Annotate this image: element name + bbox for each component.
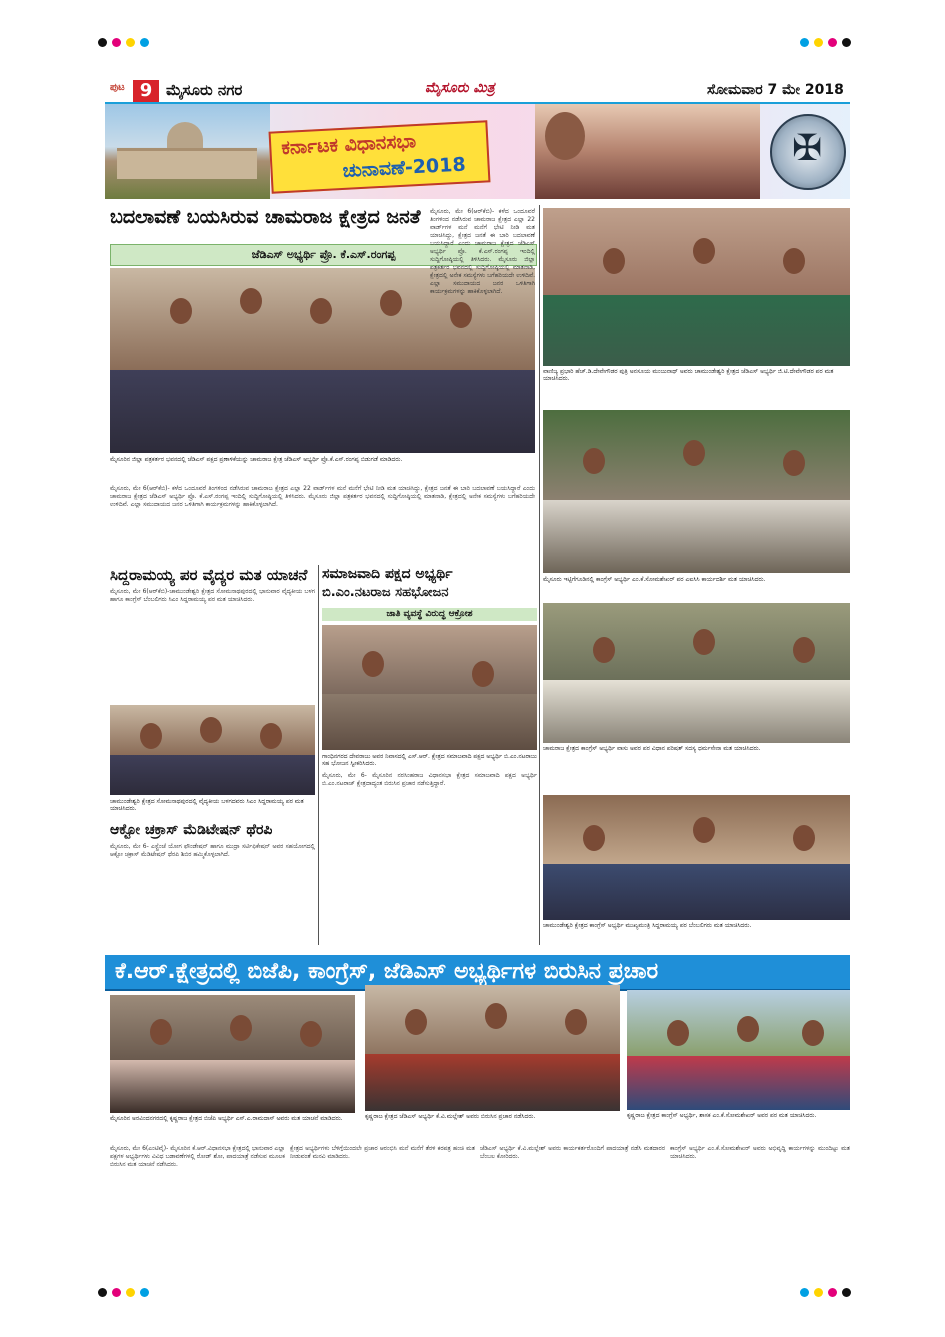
story4-headline: ಆಕ್ಟೋ ಚಕ್ರಾಸ್ ಮೆಡಿಟೇಷನ್ ಥೆರಪಿ	[110, 822, 273, 838]
story3-subhead: ಜಾತಿ ವ್ಯವಸ್ಥೆ ವಿರುದ್ಧ ಆಕ್ರೋಶ	[322, 608, 537, 621]
voters-queue-image	[535, 104, 760, 199]
column-divider	[318, 565, 319, 945]
right-photo-1	[543, 208, 850, 366]
column-divider	[539, 205, 540, 945]
story2-photo	[110, 705, 315, 795]
vidhana-soudha-image	[105, 104, 270, 199]
right-photo-4	[543, 795, 850, 920]
issue-date: ಸೋಮವಾರ 7 ಮೇ 2018	[707, 82, 844, 98]
bottom-caption-3: ಕೃಷ್ಣರಾಜ ಕ್ಷೇತ್ರದ ಕಾಂಗ್ರೆಸ್ ಅಭ್ಯರ್ಥಿ, ಶಾಸಕ ಎಂ.ಕೆ.ಸೋಮಶೇಖರ್ ಅವರ ಪರ ಮತ ಯಾಚಿಸಿದರು.	[627, 1112, 817, 1119]
banner-title-line2: ಚುನಾವಣೆ-2018	[342, 153, 467, 182]
story1-headline: ಬದಲಾವಣೆ ಬಯಸಿರುವ ಚಾಮರಾಜ ಕ್ಷೇತ್ರದ ಜನತೆ	[110, 206, 421, 228]
ballot-stamp-icon: ✠	[770, 114, 846, 190]
right-photo-3	[543, 603, 850, 743]
bottom-photo-3	[627, 990, 850, 1110]
bottom-story-headline: ಕೆ.ಆರ್.ಕ್ಷೇತ್ರದಲ್ಲಿ ಬಿಜೆಪಿ, ಕಾಂಗ್ರೆಸ್, ಜೆಡಿಎಸ್ ಅಭ್ಯರ್ಥಿಗಳ ಬಿರುಸಿನ ಪ್ರಚಾರ	[115, 959, 659, 984]
right-photo-2	[543, 410, 850, 573]
story2-headline: ಸಿದ್ದರಾಮಯ್ಯ ಪರ ವೈದ್ಯರ ಮತ ಯಾಚನೆ	[110, 566, 308, 584]
election-banner	[105, 104, 850, 199]
story1-body: ಮೈಸೂರು, ಮೇ 6(ಆರ್‌ಕೆಬಿ)- ಕಳೆದ ಒಂದೂವರೆ ತಿಂಗಳಿಂದ ನಡೆಸಿರುವ ಚಾಮರಾಜ ಕ್ಷೇತ್ರದ ಎಲ್ಲಾ 22 ವಾರ್ಡ್‌ಗಳ ಮನೆ ಮನೆಗೆ ಭೇಟಿ ನೀಡಿ ಮತ ಯಾಚಿಸಿದ್ದು, ಕ್ಷೇತ್ರದ ಜನತೆ ಈ ಬಾರಿ ಬದಲಾವಣೆ ಬಯಸಿದ್ದಾರೆ ಎಂದು ಚಾಮರಾಜ ಕ್ಷೇತ್ರದ ಜೆಡಿಎಸ್ ಅಭ್ಯರ್ಥಿ ಪ್ರೊ. ಕೆ.ಎಸ್.ರಂಗಪ್ಪ ಇಂದಿಲ್ಲಿ ಸುದ್ದಿಗೋಷ್ಠಿಯಲ್ಲಿ ತಿಳಿಸಿದರು. ಮೈಸೂರು ಜಿಲ್ಲಾ ಪತ್ರಕರ್ತರ ಭವನದಲ್ಲಿ ಸುದ್ದಿಗೋಷ್ಠಿಯಲ್ಲಿ ಮಾತನಾಡಿ, ಕ್ಷೇತ್ರದಲ್ಲಿ ಅನೇಕ ಸಮಸ್ಯೆಗಳು ಬಗೆಹರಿಯದೇ ಉಳಿದಿವೆ. ಎಲ್ಲಾ ಸಮುದಾಯದ ಜನರ ಒಳಿತಿಗಾಗಿ ಕಾರ್ಯಕ್ರಮಗಳನ್ನು ಹಾಕಿಕೊಳ್ಳಲಾಗಿದೆ.	[110, 485, 535, 508]
story3-headline-line1: ಸಮಾಜವಾದಿ ಪಕ್ಷದ ಅಭ್ಯರ್ಥಿ	[322, 566, 453, 582]
story3-photo	[322, 625, 537, 750]
right-caption-4: ಚಾಮುಂಡೇಶ್ವರಿ ಕ್ಷೇತ್ರದ ಕಾಂಗ್ರೆಸ್ ಅಭ್ಯರ್ಥಿ ಮುಖ್ಯಮಂತ್ರಿ ಸಿದ್ದರಾಮಯ್ಯ ಪರ ಬೆಂಬಲಿಗರು ಮತ ಯಾಚಿಸಿದರು.	[543, 922, 752, 929]
bottom-body-col3: ಜೆಡಿಎಸ್ ಅಭ್ಯರ್ಥಿ ಕೆ.ವಿ.ಮಲ್ಲೇಶ್ ಅವರು ಕಾರ್ಯಕರ್ತರೊಂದಿಗೆ ಪಾದಯಾತ್ರೆ ನಡೆಸಿ ಮತದಾರರ ಬೆಂಬಲ ಕೋರಿದರು.	[480, 1145, 665, 1160]
story1-continued: ಮೈಸೂರು, ಮೇ 6(ಆರ್‌ಕೆಬಿ)- ಕಳೆದ ಒಂದೂವರೆ ತಿಂಗಳಿಂದ ನಡೆಸಿರುವ ಚಾಮರಾಜ ಕ್ಷೇತ್ರದ ಎಲ್ಲಾ 22 ವಾರ್ಡ್‌ಗಳ ಮನೆ ಮನೆಗೆ ಭೇಟಿ ನೀಡಿ ಮತ ಯಾಚಿಸಿದ್ದು, ಕ್ಷೇತ್ರದ ಜನತೆ ಈ ಬಾರಿ ಬದಲಾವಣೆ ಬಯಸಿದ್ದಾರೆ ಎಂದು ಚಾಮರಾಜ ಕ್ಷೇತ್ರದ ಜೆಡಿಎಸ್ ಅಭ್ಯರ್ಥಿ ಪ್ರೊ. ಕೆ.ಎಸ್.ರಂಗಪ್ಪ ಇಂದಿಲ್ಲಿ ಸುದ್ದಿಗೋಷ್ಠಿಯಲ್ಲಿ ತಿಳಿಸಿದರು. ಮೈಸೂರು ಜಿಲ್ಲಾ ಪತ್ರಕರ್ತರ ಭವನದಲ್ಲಿ ಸುದ್ದಿಗೋಷ್ಠಿಯಲ್ಲಿ ಮಾತನಾಡಿ, ಕ್ಷೇತ್ರದಲ್ಲಿ ಅನೇಕ ಸಮಸ್ಯೆಗಳು ಬಗೆಹರಿಯದೇ ಉಳಿದಿವೆ. ಎಲ್ಲಾ ಸಮುದಾಯದ ಜನರ ಒಳಿತಿಗಾಗಿ ಕಾರ್ಯಕ್ರಮಗಳನ್ನು ಹಾಕಿಕೊಳ್ಳಲಾಗಿದೆ.	[430, 208, 535, 295]
story2-body: ಮೈಸೂರು, ಮೇ 6(ಆರ್‌ಕೆಬಿ)-ಚಾಮುಂಡೇಶ್ವರಿ ಕ್ಷೇತ್ರದ ಸೋಮನಾಥಪುರದಲ್ಲಿ ಭಾನುವಾರ ವೈದ್ಯಕೀಯ ಬಳಗ ಹಾಗೂ ಕಾಂಗ್ರೆಸ್ ಬೆಂಬಲಿಗರು ಸಿಎಂ ಸಿದ್ದರಾಮಯ್ಯ ಪರ ಮತ ಯಾಚಿಸಿದರು.	[110, 588, 315, 603]
story3-headline-line2: ಬಿ.ಎಂ.ನಟರಾಜ ಸಹಭೋಜನ	[322, 585, 449, 600]
story2-caption: ಚಾಮುಂಡೇಶ್ವರಿ ಕ್ಷೇತ್ರದ ಸೋಮನಾಥಪುರದಲ್ಲಿ ವೈದ್ಯಕೀಯ ಬಳಗದವರು ಸಿಎಂ ಸಿದ್ದರಾಮಯ್ಯ ಪರ ಮತ ಯಾಚಿಸಿದರು.	[110, 798, 304, 812]
story3-body: ಮೈಸೂರು, ಮೇ 6- ಮೈಸೂರಿನ ನರಸಿಂಹರಾಜ ವಿಧಾನಸಭಾ ಕ್ಷೇತ್ರದ ಸಮಾಜವಾದಿ ಪಕ್ಷದ ಅಭ್ಯರ್ಥಿ ಬಿ.ಎಂ.ನಟರಾಜ್ ಕ್ಷೇತ್ರದಾದ್ಯಂತ ಬಿರುಸಿನ ಪ್ರಚಾರ ನಡೆಸುತ್ತಿದ್ದಾರೆ.	[322, 772, 537, 787]
bottom-body-col4: ಕಾಂಗ್ರೆಸ್ ಅಭ್ಯರ್ಥಿ ಎಂ.ಕೆ.ಸೋಮಶೇಖರ್ ಅವರು ಅಭಿವೃದ್ಧಿ ಕಾರ್ಯಗಳನ್ನು ಮುಂದಿಟ್ಟು ಮತ ಯಾಚಿಸಿದರು.	[670, 1145, 850, 1160]
banner-title-line1: ಕರ್ನಾಟಕ ವಿಧಾನಸಭಾ	[280, 130, 417, 160]
story1-caption: ಮೈಸೂರಿನ ಜಿಲ್ಲಾ ಪತ್ರಕರ್ತರ ಭವನದಲ್ಲಿ ಜೆಡಿಎಸ್ ಪಕ್ಷದ ಪ್ರಣಾಳಿಕೆಯನ್ನು ಚಾಮರಾಜ ಕ್ಷೇತ್ರ ಜೆಡಿಎಸ್ ಅಭ್ಯರ್ಥಿ ಪ್ರೊ.ಕೆ.ಎಸ್.ರಂಗಪ್ಪ ಬಿಡುಗಡೆ ಮಾಡಿದರು.	[110, 456, 403, 463]
bottom-body-col1: ಮೈಸೂರು, ಮೇ 6(ಎಂಟಿವೈ)- ಮೈಸೂರಿನ ಕೆ.ಆರ್.ವಿಧಾನಸಭಾ ಕ್ಷೇತ್ರದಲ್ಲಿ ಭಾನುವಾರ ಎಲ್ಲಾ ಪಕ್ಷಗಳ ಅಭ್ಯರ್ಥಿಗಳು ವಿವಿಧ ಬಡಾವಣೆಗಳಲ್ಲಿ ರೋಡ್ ಶೋ, ಪಾದಯಾತ್ರೆ ನಡೆಸುವ ಮೂಲಕ ಬಿರುಸಿನ ಮತ ಯಾಚನೆ ನಡೆಸಿದರು.	[110, 1145, 285, 1168]
story4-body: ಮೈಸೂರು, ಮೇ 6- ಎಸ್ಟ್ರೆಂಜೆ ಯೋಗ ಫೌಂಡೇಷನ್ ಹಾಗೂ ಮುದ್ರಾ ಸರ್ಟಿಫಿಕೇಷನ್ ಅವರ ಸಹಯೋಗದಲ್ಲಿ ಆಕ್ಟೋ ಚಕ್ರಾಸ್ ಮೆಡಿಟೇಷನ್ ಥೆರಪಿ ಶಿಬಿರ ಹಮ್ಮಿಕೊಳ್ಳಲಾಗಿದೆ.	[110, 843, 315, 858]
story3-caption: ಗಾಂಧಿನಗರದ ದೇವರಾಜು ಅವರ ನಿವಾಸದಲ್ಲಿ ಎಸ್.ಆರ್. ಕ್ಷೇತ್ರದ ಸಮಾಜವಾದಿ ಪಕ್ಷದ ಅಭ್ಯರ್ಥಿ ಬಿ.ಎಂ.ನಟರಾಜು ಸಹ ಭೋಜನ ಸ್ವೀಕರಿಸಿದರು.	[322, 753, 537, 767]
bottom-body-col2: ಕ್ಷೇತ್ರದ ಅಭ್ಯರ್ಥಿಗಳು ಬೆಳಿಗ್ಗೆಯಿಂದಲೇ ಪ್ರಚಾರ ಆರಂಭಿಸಿ ಮನೆ ಮನೆಗೆ ತೆರಳಿ ಕರಪತ್ರ ಹಂಚಿ ಮತ ನೀಡುವಂತೆ ಮನವಿ ಮಾಡಿದರು.	[290, 1145, 475, 1160]
bottom-caption-1: ಮೈಸೂರಿನ ಅರವಿಂದನಗರದಲ್ಲಿ ಕೃಷ್ಣರಾಜ ಕ್ಷೇತ್ರದ ಬಿಜೆಪಿ ಅಭ್ಯರ್ಥಿ ಎಸ್.ಎ.ರಾಮದಾಸ್ ಅವರು ಮತ ಯಾಚನೆ ಮಾಡಿದರು.	[110, 1115, 343, 1122]
right-caption-3: ಚಾಮರಾಜ ಕ್ಷೇತ್ರದ ಕಾಂಗ್ರೆಸ್ ಅಭ್ಯರ್ಥಿ ವಾಸು ಅವರ ಪರ ವಿಧಾನ ಪರಿಷತ್ ಸದಸ್ಯ ಧರ್ಮಸೇನಾ ಮತ ಯಾಚಿಸಿದರು.	[543, 745, 761, 752]
bottom-caption-2: ಕೃಷ್ಣರಾಜ ಕ್ಷೇತ್ರದ ಜೆಡಿಎಸ್ ಅಭ್ಯರ್ಥಿ ಕೆ.ವಿ.ಮಲ್ಲೇಶ್ ಅವರು ಬಿರುಸಿನ ಪ್ರಚಾರ ನಡೆಸಿದರು.	[365, 1113, 536, 1120]
banner-title-box	[269, 120, 491, 193]
masthead: ಮೈಸೂರು ಮಿತ್ರ	[425, 80, 495, 96]
page-tag: ಪುಟ	[110, 82, 125, 93]
bottom-photo-2	[365, 985, 620, 1111]
right-caption-2: ಮೈಸೂರು ಇಟ್ಟಿಗೆಗೂಡಿನಲ್ಲಿ ಕಾಂಗ್ರೆಸ್ ಅಭ್ಯರ್ಥಿ ಎಂ.ಕೆ.ಸೋಮಶೇಖರ್ ಪರ ಎಐಸಿಸಿ ಕಾರ್ಯದರ್ಶಿ ಮತ ಯಾಚಿಸಿದರು.	[543, 576, 766, 583]
page-number: 9	[133, 80, 159, 102]
bottom-photo-1	[110, 995, 355, 1113]
section-title: ಮೈಸೂರು ನಗರ	[166, 81, 243, 99]
right-caption-1: ವಾಣಿಜ್ಯ ಪ್ರಭಾರಿ ಹೆಚ್.ಡಿ.ದೇವೇಗೌಡರ ಪುತ್ರಿ ಅನಸೂಯ ಮಂಜುನಾಥ್ ಅವರು ಚಾಮುಂಡೇಶ್ವರಿ ಕ್ಷೇತ್ರದ ಜೆಡಿಎಸ್ ಅಭ್ಯರ್ಥಿ ಜಿ.ಟಿ.ದೇವೇಗೌಡರ ಪರ ಮತ ಯಾಚಿಸಿದರು.	[543, 368, 834, 382]
story1-subhead: ಜೆಡಿಎಸ್ ಅಭ್ಯರ್ಥಿ ಪ್ರೊ. ಕೆ.ಎಸ್.ರಂಗಪ್ಪ	[110, 244, 537, 266]
